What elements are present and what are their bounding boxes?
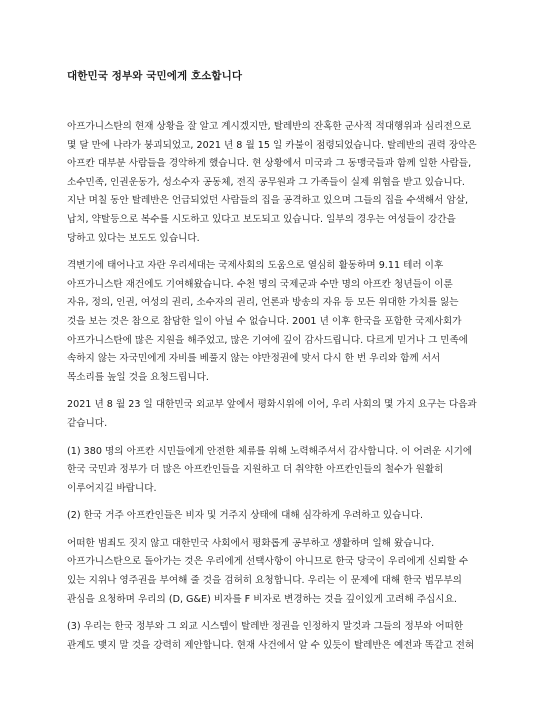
text-line: 한국 국민과 정부가 더 많은 아프칸인들을 지원하고 더 취약한 아프칸인들의 철수가 원활히 (67, 464, 444, 476)
paragraph-demand-2 (67, 507, 507, 526)
document-body (67, 118, 507, 664)
text-line: 격변기에 태어나고 자란 우리세대는 국제사회의 도움으로 열심히 활동하며 9.11 테러 이후 (67, 260, 444, 272)
text-line: 아프칸 대부분 사람들을 경악하게 했습니다. 현 상황에서 미국과 그 동맹국들과 함께 일한 사람들, (67, 158, 472, 170)
text-line: 납치, 약탈등으로 복수를 시도하고 있다고 보도되고 있습니다. 일부의 경우는 여성들이 강간을 (67, 213, 456, 225)
text-line: 아프가니스탄의 현재 상황을 잘 알고 계시겠지만, 탈레반의 잔혹한 군사적 적대행위과 심리전으로 (67, 121, 472, 132)
document-title: 대한민국 정부와 국민에게 호소합니다 (67, 70, 243, 82)
paragraph-demand-3 (67, 618, 507, 655)
paragraph-demand-1 (67, 443, 507, 499)
text-line: 자유, 정의, 인권, 여성의 권리, 소수자의 권리, 언론과 방송의 자유 등 모든 위대한 가치를 잃는 (67, 297, 459, 309)
paragraph-generation (67, 257, 507, 387)
text-line: 목소리를 높일 것을 요청드립니다. (67, 371, 209, 383)
paragraph-situation (67, 118, 507, 248)
text-line: (2) 한국 거주 아프칸인들은 비자 및 거주지 상태에 대해 심각하게 우려하고 있습니다. (67, 510, 424, 522)
text-line: 관심을 요청하며 우리의 (D, G&E) 비자를 F 비자로 변경하는 것을 깊이있게 고려해 주십시요. (67, 593, 457, 605)
text-line: 소수민족, 인권운동가, 성소수자 공동체, 전직 공무원과 그 가족들이 실제 위협을 받고 있습니다. (67, 176, 465, 188)
paragraph-visa-request (67, 535, 507, 609)
text-line: 아프가니스탄에 많은 지원을 해주었고, 많은 기여에 깊이 감사드립니다. 다르게 믿거나 그 민족에 (67, 334, 469, 346)
text-line: (1) 380 명의 아프칸 시민들에게 안전한 체류를 위해 노력해주셔서 감사합니다. 이 어려운 시기에 (67, 445, 473, 457)
text-line: 지난 며칠 동안 탈레반은 언급되었던 사람들의 집을 공격하고 있으며 그들의 집을 수색해서 암살, (67, 195, 469, 207)
text-line: 아프가니스탄 재건에도 기여해왔습니다. 수천 명의 국제군과 수만 명의 아프칸 청년들이 이룬 (67, 278, 453, 290)
text-line: 것을 보는 것은 참으로 참담한 일이 아닐 수 없습니다. 2001 년 이후 한국을 포함한 국제사회가 (67, 315, 462, 327)
text-line: 몇 달 만에 나라가 붕괴되었고, 2021 년 8 월 15 일 카불이 점령되었습니다. 탈레반의 권력 장악은 (67, 139, 477, 151)
text-line: 2021 년 8 월 23 일 대한민국 외교부 앞에서 평화시위에 이어, 우리 사회의 몇 가지 요구는 다음과 (67, 399, 477, 411)
text-line: 같습니다. (67, 417, 108, 429)
text-line: 당하고 있다는 보도도 있습니다. (67, 232, 200, 244)
text-line: 관계도 맺지 말 것을 강력히 제안합니다. 현재 사건에서 알 수 있듯이 탈레반은 예전과 똑같고 전혀 (67, 639, 475, 651)
text-line: 아프가니스탄으로 돌아가는 것은 우리에게 선택사항이 아니므로 한국 당국이 우리에게 신뢰할 수 (67, 556, 469, 568)
text-line: 어떠한 범죄도 짓지 않고 대한민국 사회에서 평화롭게 공부하고 생활하며 일해 왔습니다. (67, 537, 435, 549)
paragraph-demands-intro (67, 396, 507, 433)
text-line: 이루어지길 바랍니다. (67, 482, 157, 494)
text-line: (3) 우리는 한국 정부와 그 외교 시스템이 탈레반 정권을 인정하지 말것과 그들의 정부와 어떠한 (67, 621, 464, 633)
text-line: 속하지 않는 자국민에게 자비를 베풀지 않는 야만정권에 맞서 다시 한 번 우리와 함께 서서 (67, 353, 441, 365)
text-line: 있는 지위나 영주권을 부여해 줄 것을 검허히 요청합니다. 우리는 이 문제에 대해 한국 법무부의 (67, 575, 462, 587)
